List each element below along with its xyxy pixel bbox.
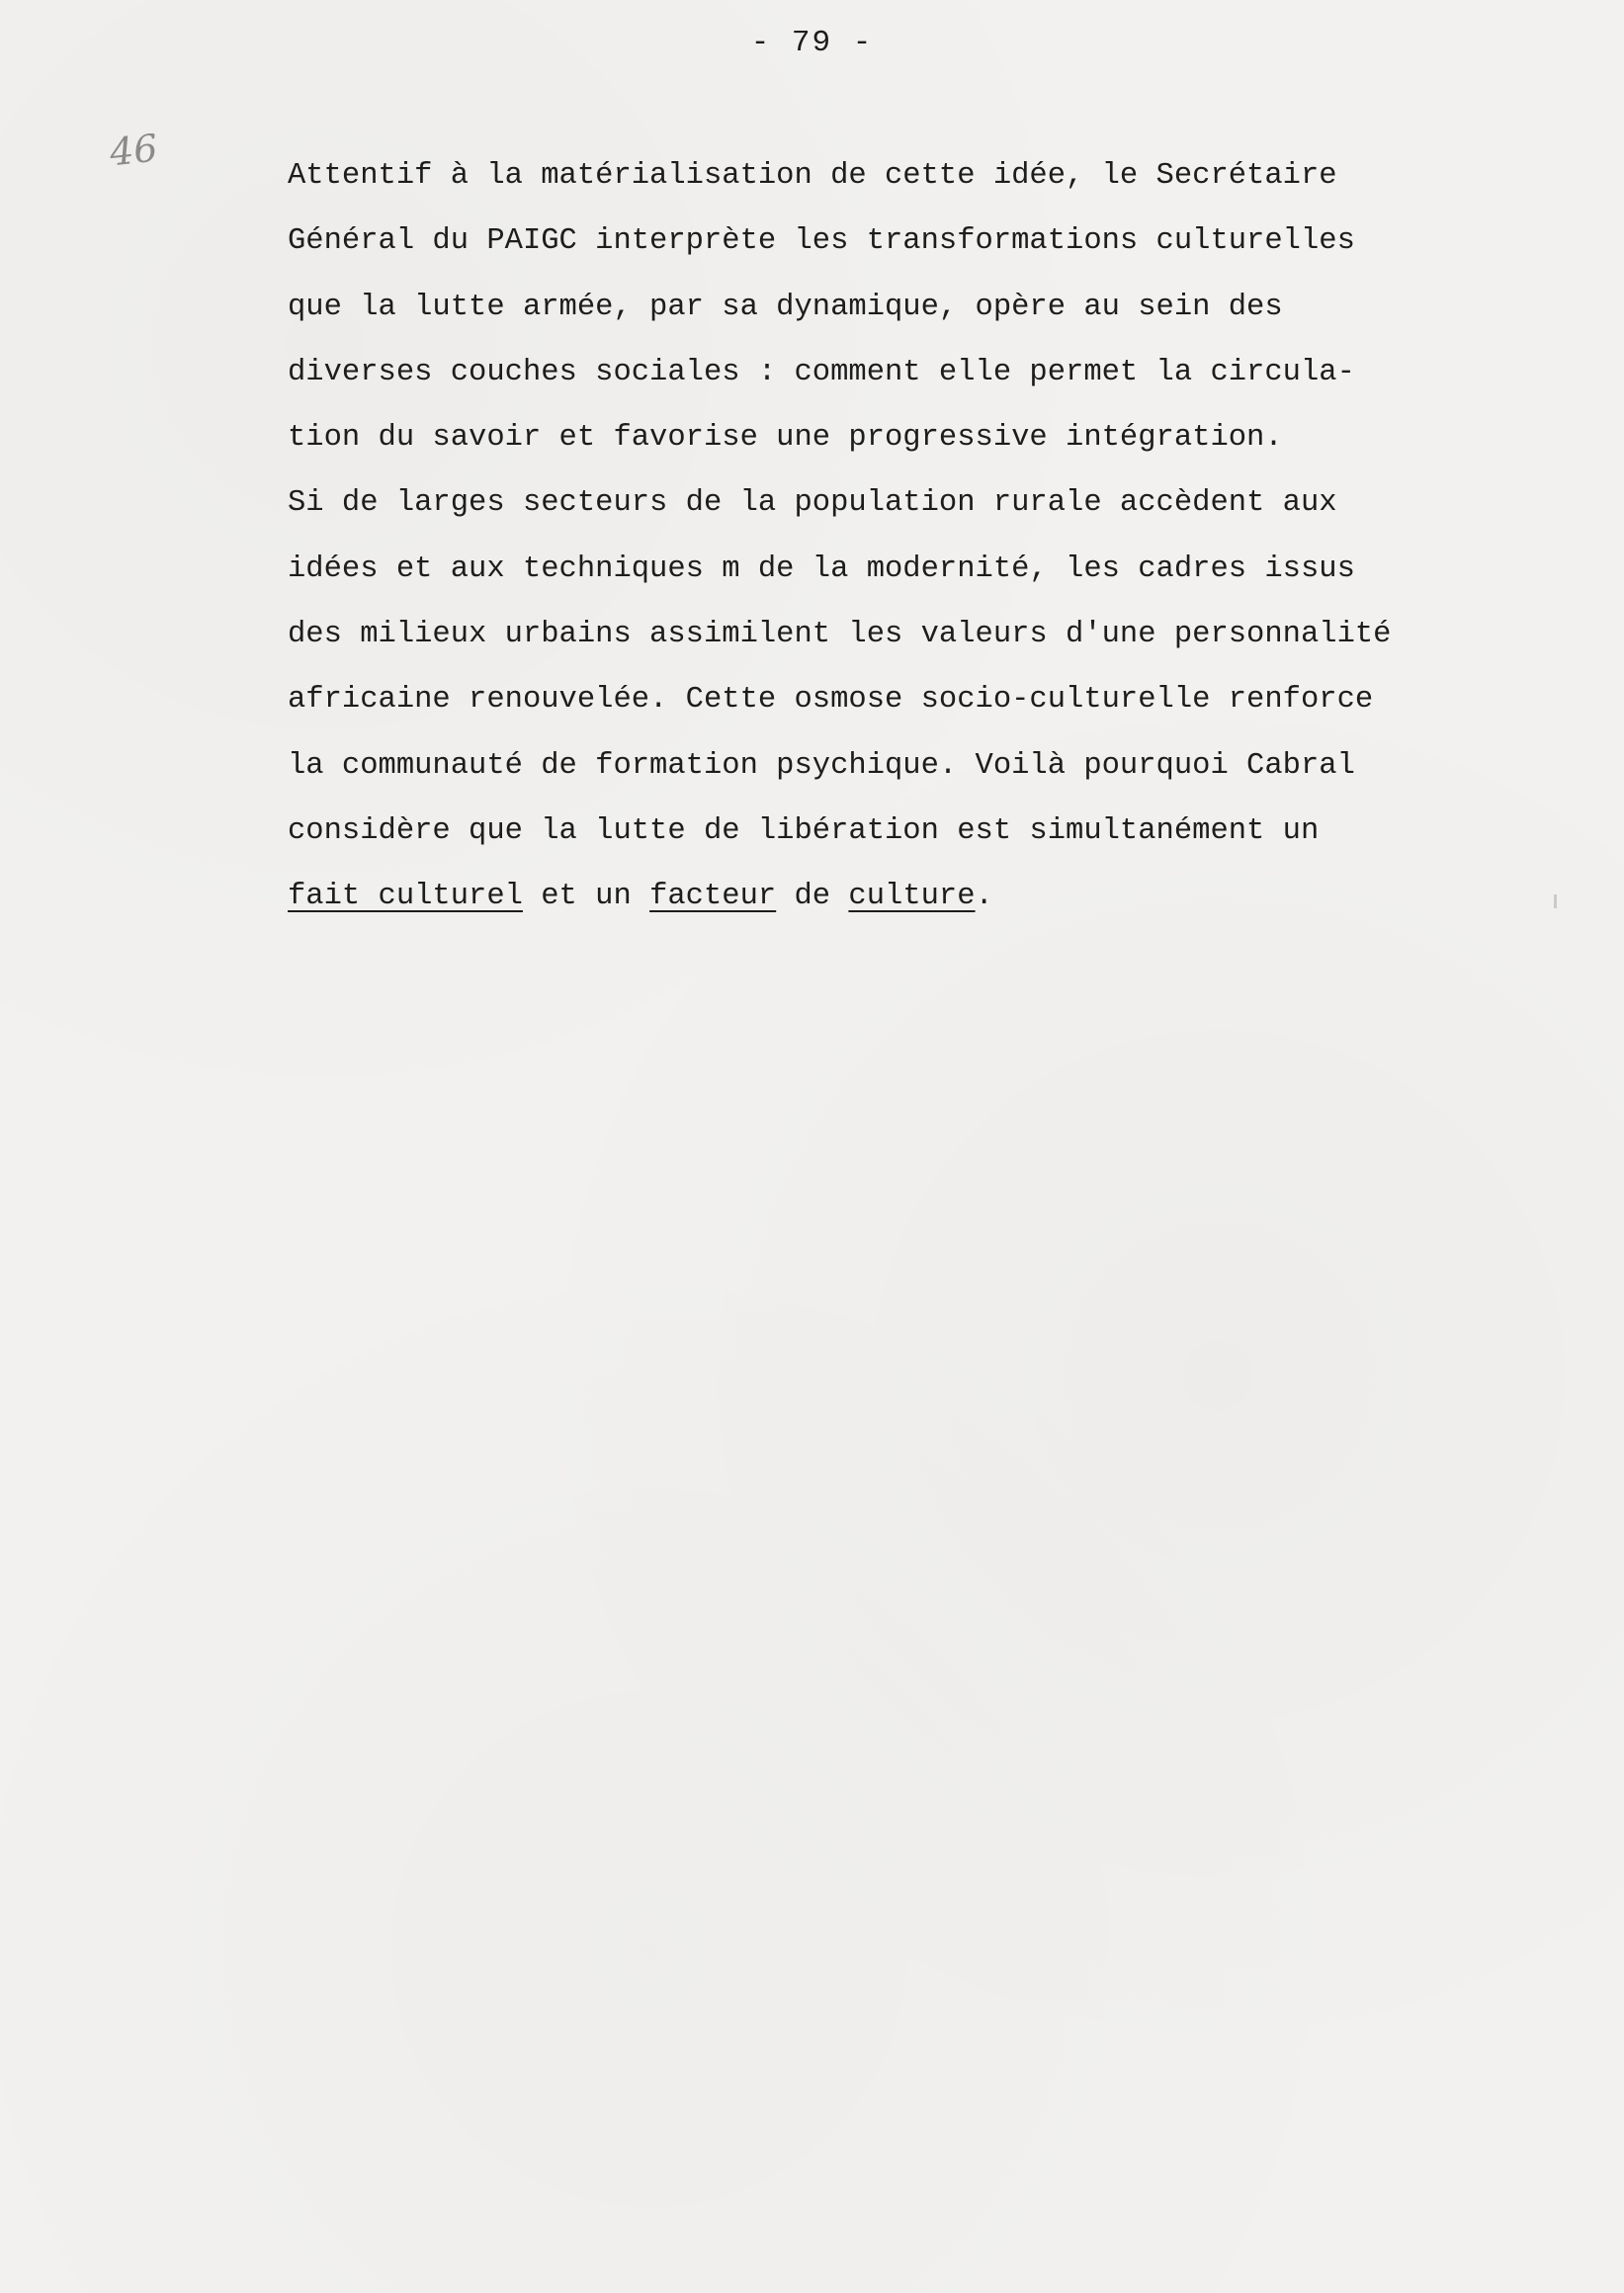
underlined-word-culture: culture: [848, 880, 976, 914]
paragraph-last-line: [288, 864, 1533, 929]
handwritten-margin-note: 46: [107, 126, 160, 175]
paragraph-line: Attentif à la matérialisation de cette idée, le Secrétaire: [288, 159, 1337, 193]
paragraph-line: des milieux urbains assimilent les valeurs d'une personnalité: [288, 618, 1392, 652]
paragraph-line: Général du PAIGC interprète les transformations culturelles: [288, 224, 1355, 259]
text-segment: .: [975, 880, 993, 914]
underlined-phrase-fait-culturel: fait culturel: [288, 880, 523, 914]
paragraph-line: que la lutte armée, par sa dynamique, opère au sein des: [288, 290, 1283, 324]
paragraph-line: tion du savoir et favorise une progressive intégration.: [288, 421, 1283, 456]
paragraph-line: Si de larges secteurs de la population rurale accèdent aux: [288, 486, 1337, 521]
paragraph-line: diverses couches sociales : comment elle permet la circula-: [288, 355, 1355, 389]
text-segment: de: [776, 880, 849, 914]
margin-mark: [1554, 894, 1557, 908]
main-paragraph: [288, 143, 1533, 930]
paragraph-line: la communauté de formation psychique. Voilà pourquoi Cabral: [288, 748, 1355, 783]
paragraph-line: idées et aux techniques m de la modernité, les cadres issus: [288, 552, 1355, 586]
text-segment: et un: [522, 880, 650, 914]
paragraph-line: considère que la lutte de libération est simultanément un: [288, 813, 1320, 848]
paragraph-line: africaine renouvelée. Cette osmose socio-culturelle renforce: [288, 683, 1374, 718]
underlined-word-facteur: facteur: [649, 880, 777, 914]
page-number: - 79 -: [750, 26, 874, 60]
